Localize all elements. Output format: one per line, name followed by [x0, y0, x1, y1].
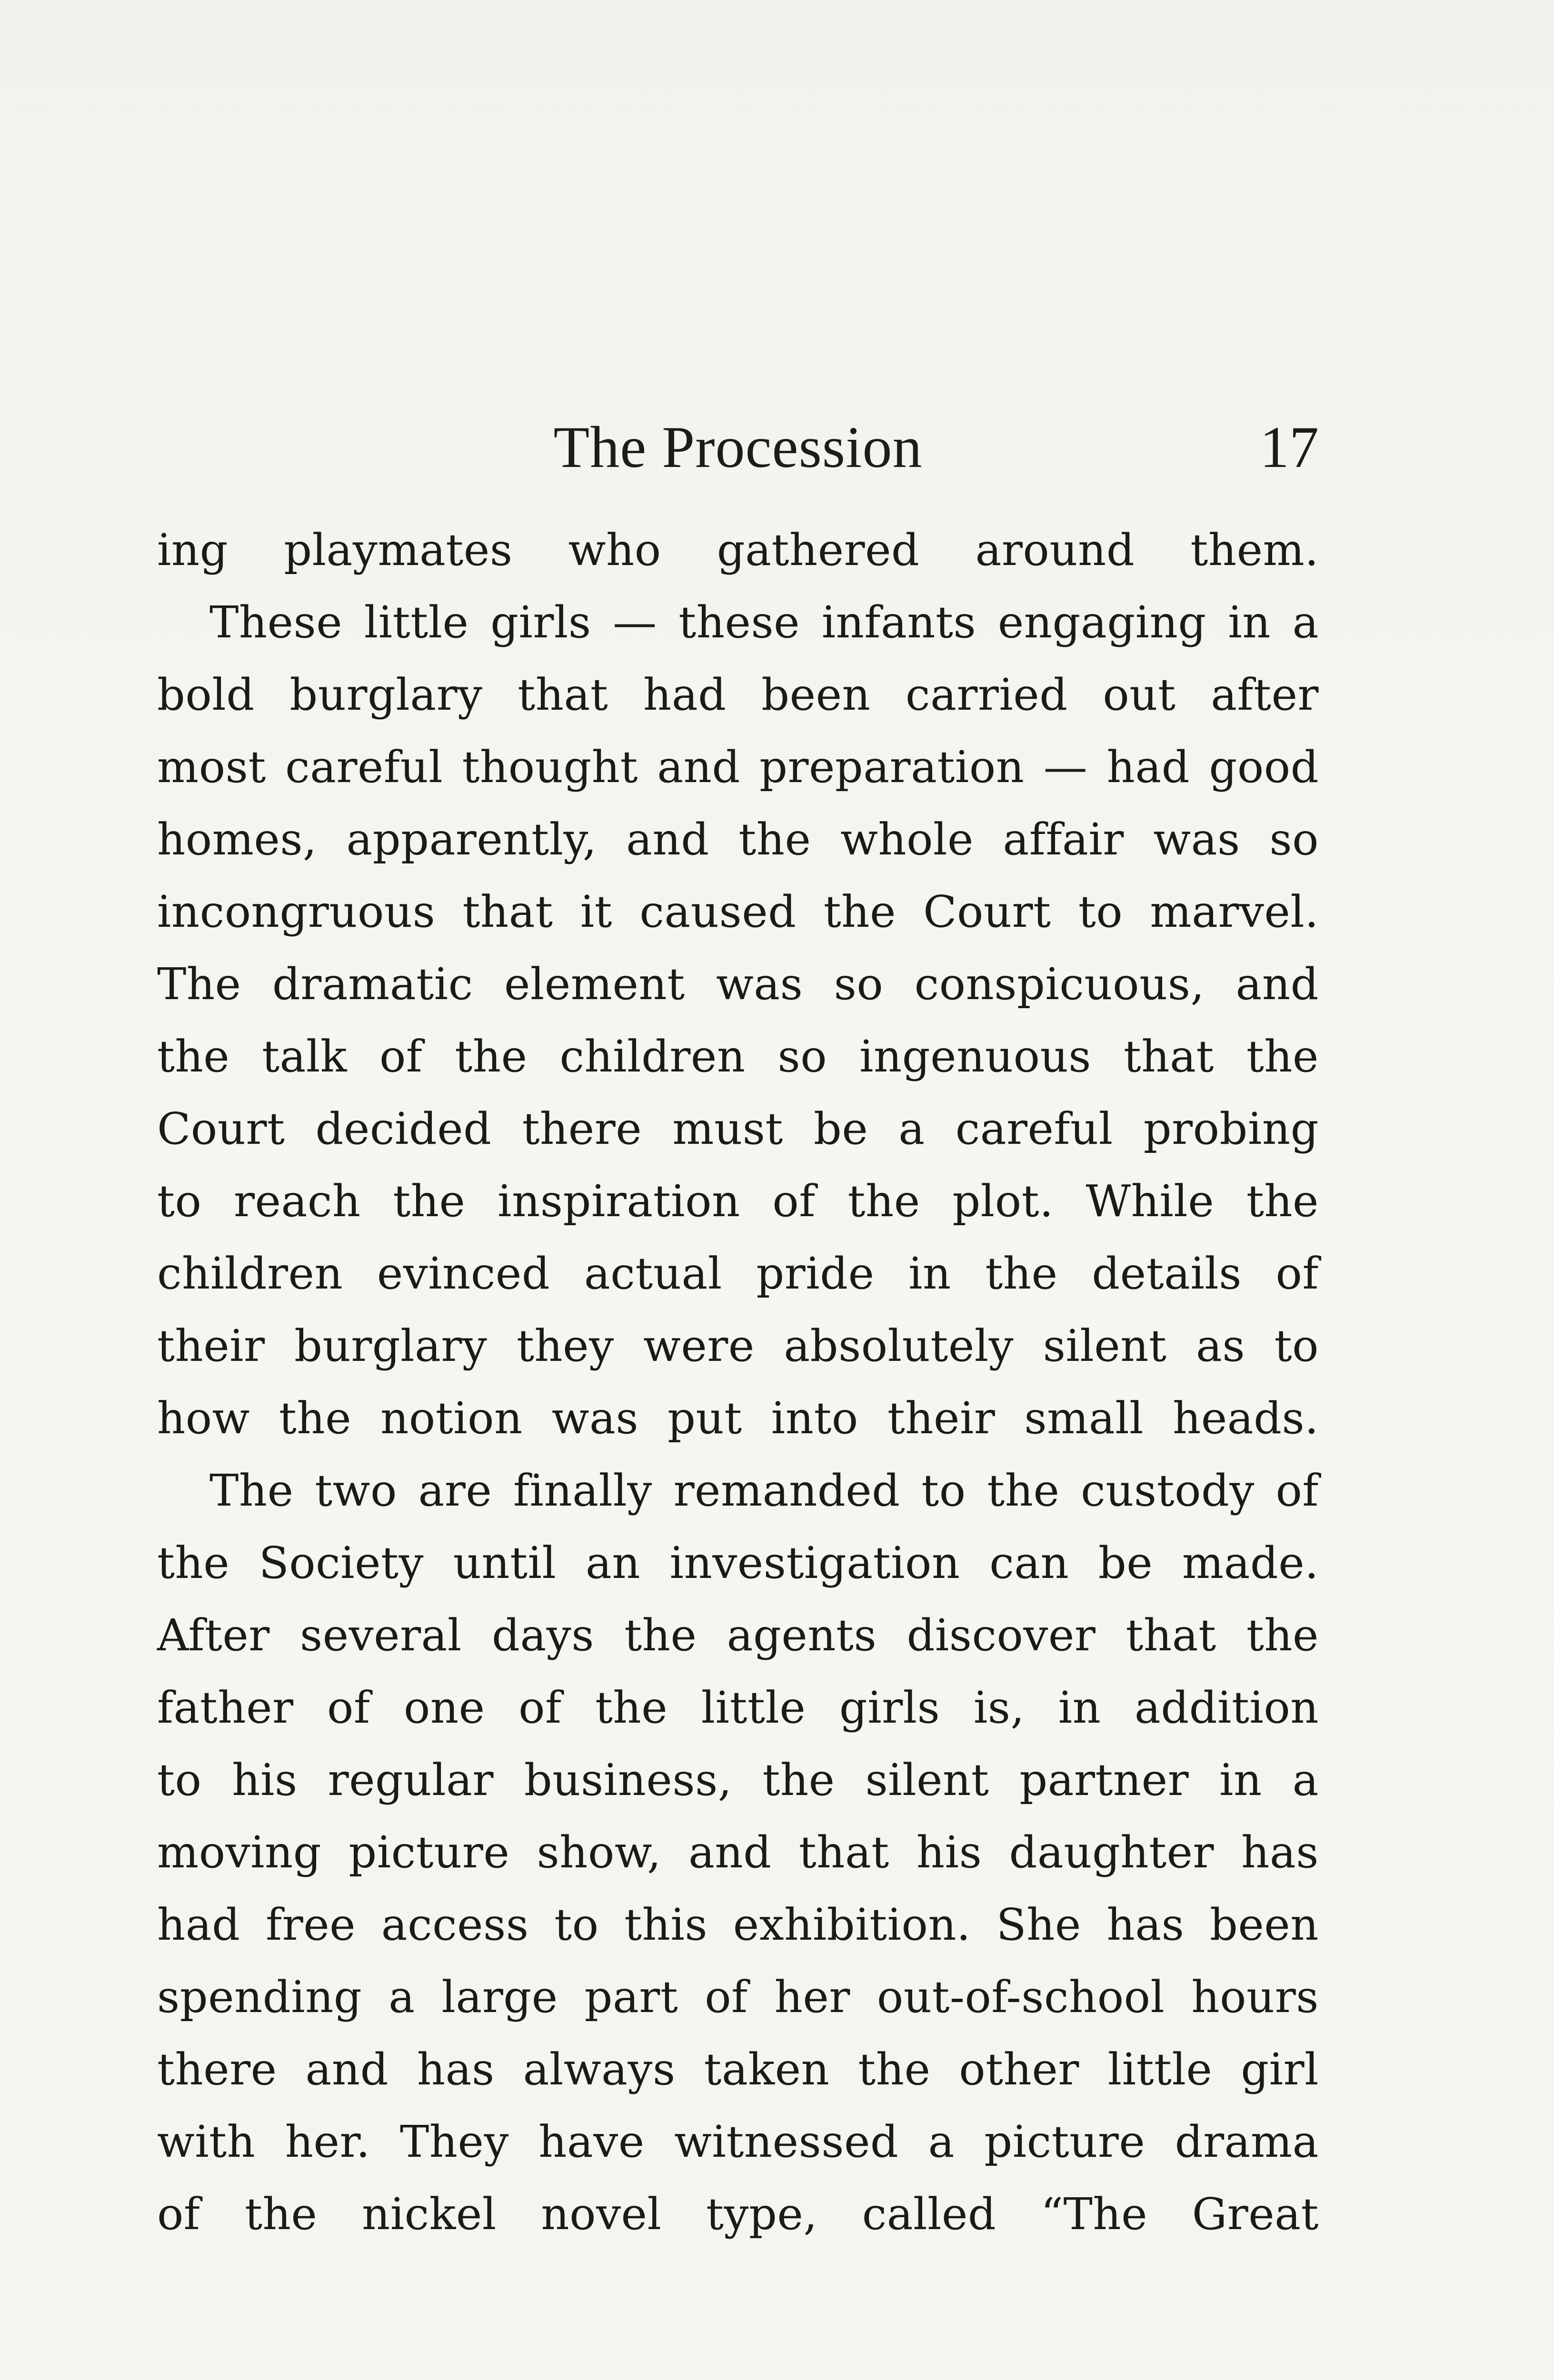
- page-title: The Procession: [553, 415, 923, 480]
- text-line: had free access to this exhibition. She has been: [157, 1899, 1319, 1950]
- text-line: most careful thought and preparation — had good: [157, 742, 1319, 793]
- text-line: there and has always taken the other little girl: [157, 2044, 1319, 2095]
- text-line: The dramatic element was so conspicuous, and: [157, 959, 1319, 1010]
- text-line: how the notion was put into their small heads.: [157, 1393, 1319, 1444]
- body-text: [157, 514, 1319, 2251]
- text-line: father of one of the little girls is, in addition: [157, 1682, 1319, 1733]
- text-line: After several days the agents discover that the: [157, 1610, 1319, 1661]
- text-line: of the nickel novel type, called “The Great: [157, 2189, 1319, 2240]
- text-line: moving picture show, and that his daughter has: [157, 1827, 1319, 1878]
- text-line: their burglary they were absolutely silent as to: [157, 1320, 1319, 1371]
- text-line: Court decided there must be a careful probing: [157, 1103, 1319, 1154]
- text-line: to his regular business, the silent partner in a: [157, 1755, 1319, 1805]
- text-line: ing playmates who gathered around them.: [157, 525, 1319, 575]
- text-line: with her. They have witnessed a picture drama: [157, 2116, 1319, 2167]
- text-line: These little girls — these infants engaging in a: [209, 597, 1319, 648]
- running-head: [157, 409, 1319, 486]
- text-line: to reach the inspiration of the plot. While the: [157, 1176, 1319, 1227]
- text-line: the Society until an investigation can be made.: [157, 1537, 1319, 1588]
- page-number: 17: [1260, 415, 1319, 480]
- text-line: homes, apparently, and the whole affair was so: [157, 814, 1319, 865]
- text-line: The two are finally remanded to the custody of: [209, 1465, 1319, 1516]
- text-line: incongruous that it caused the Court to marvel.: [157, 886, 1319, 937]
- text-line: spending a large part of her out-of-school hours: [157, 1972, 1319, 2023]
- text-line: bold burglary that had been carried out after: [157, 669, 1319, 720]
- text-line: children evinced actual pride in the details of: [157, 1248, 1319, 1299]
- text-line: the talk of the children so ingenuous that the: [157, 1031, 1319, 1082]
